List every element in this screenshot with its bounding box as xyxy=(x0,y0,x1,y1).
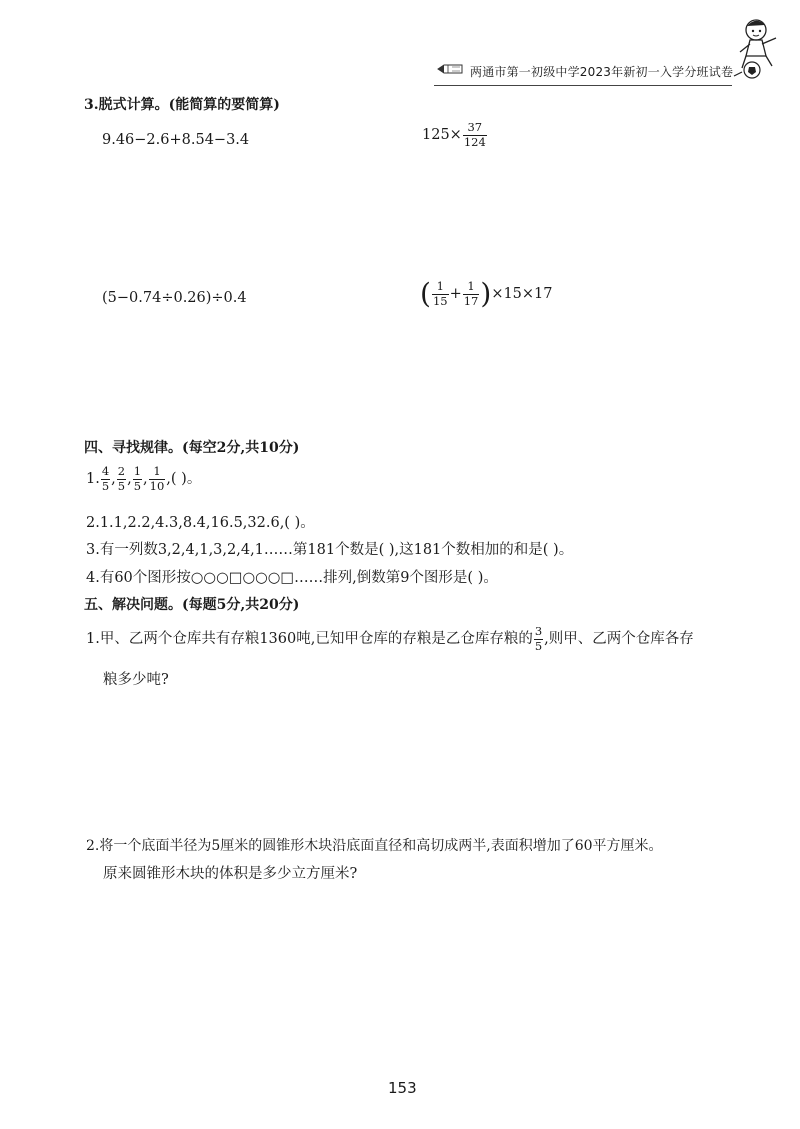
pattern-question-1: 1. $\frac{4}{5}$ , $\frac{2}{5}$ , $\frac{1}{5}$ , $\frac{1}{10}$ ,( )。 xyxy=(86,464,202,493)
section5-heading: 五、解决问题。(每题5分,共20分) xyxy=(84,597,300,613)
q1-label: 1. xyxy=(86,471,100,487)
solve-1-text: 1.甲、乙两个仓库共有存粮1360吨,已知甲仓库的存粮是乙仓库存粮的 xyxy=(86,631,533,647)
problem-2-numerator: 37 xyxy=(467,120,483,134)
problem-4-plus: + xyxy=(449,286,462,302)
problem-4: ( $\frac{1}{15}$ + $\frac{1}{17}$ )×15×17 xyxy=(420,277,553,310)
pattern-question-4: 4.有60个图形按○○○□○○○□……排列,倒数第9个图形是( )。 xyxy=(86,570,498,586)
q1-frac4-den: 10 xyxy=(149,478,165,493)
problem-solve-2: 2.将一个底面半径为5厘米的圆锥形木块沿底面直径和高切成两半,表面积增加了60平方厘米。 xyxy=(86,838,663,854)
pattern-question-3: 3.有一列数3,2,4,1,3,2,4,1……第181个数是( ),这181个数相加的和是( )。 xyxy=(86,542,574,558)
problem-4-numerator-1: 1 xyxy=(436,279,444,293)
solve-1-numerator: 3 xyxy=(534,624,543,638)
q1-frac3-den: 5 xyxy=(133,478,142,493)
q1-frac2-num: 2 xyxy=(117,464,126,478)
problem-2 xyxy=(422,122,488,148)
q1-frac4-num: 1 xyxy=(153,464,161,478)
page-number: 153 xyxy=(388,1079,417,1097)
section3-heading: 3.脱式计算。(能简算的要简算) xyxy=(84,97,280,113)
problem-solve-2-line2: 原来圆锥形木块的体积是多少立方厘米? xyxy=(103,866,358,882)
problem-solve-1-line2: 粮多少吨? xyxy=(103,672,169,688)
q1-frac3-num: 1 xyxy=(133,464,142,478)
pattern-question-2: 2.1.1,2.2,4.3,8.4,16.5,32.6,( )。 xyxy=(86,515,315,531)
pencil-icon xyxy=(436,62,464,76)
header-title: 两通市第一初级中学2023年新初一入学分班试卷 xyxy=(470,65,734,79)
problem-2-prefix: 125× xyxy=(422,127,462,143)
problem-4-denominator-1: 15 xyxy=(432,293,448,308)
problem-4-suffix: ×15×17 xyxy=(491,286,553,302)
problem-4-denominator-2: 17 xyxy=(463,293,479,308)
q1-frac2-den: 5 xyxy=(117,478,126,493)
problem-2-denominator: 124 xyxy=(463,134,486,149)
section4-heading: 四、寻找规律。(每空2分,共10分) xyxy=(84,440,300,456)
q1-frac1-den: 5 xyxy=(101,478,110,493)
q1-frac1-num: 4 xyxy=(101,464,110,478)
soccer-ball-icon xyxy=(732,58,762,82)
q1-tail: ,( )。 xyxy=(166,471,202,487)
problem-3: (5−0.74÷0.26)÷0.4 xyxy=(102,290,247,306)
solve-1-text-end: ,则甲、乙两个仓库各存 xyxy=(544,631,694,647)
solve-1-denominator: 5 xyxy=(534,638,543,653)
problem-4-numerator-2: 1 xyxy=(467,279,475,293)
problem-1: 9.46−2.6+8.54−3.4 xyxy=(102,132,250,148)
problem-solve-1 xyxy=(86,626,694,652)
header-divider xyxy=(434,85,732,86)
